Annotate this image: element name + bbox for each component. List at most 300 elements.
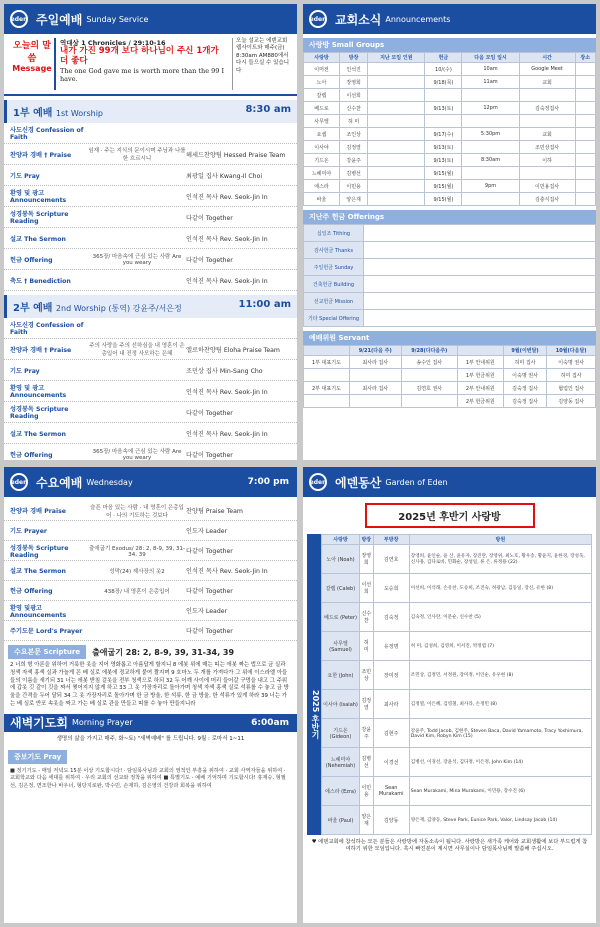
table-cell: 감사헌금 Thanks (304, 242, 364, 259)
order-row (4, 444, 297, 460)
table-cell (304, 369, 350, 382)
table-row (304, 225, 596, 242)
table-row (304, 63, 596, 76)
table-cell (519, 89, 575, 102)
table-row (322, 661, 592, 690)
order-row (4, 402, 297, 423)
table-row (322, 603, 592, 632)
table-cell: 기드온 (Gideon) (322, 719, 360, 748)
table-cell: 주일헌금 Sunday (304, 259, 364, 276)
table-cell: 9pm (462, 180, 519, 193)
table-cell (575, 89, 596, 102)
order-leader: 다같이 Together (186, 548, 233, 555)
table-cell: 노아 (304, 76, 340, 89)
order-item: 기도 Pray (10, 172, 40, 180)
table-cell: 이하 (519, 154, 575, 167)
order-leader: 헤세드찬양팀 Hessed Praise Team (186, 151, 286, 159)
order-item: 환영 및 광고 Announcements (10, 190, 67, 204)
table-cell: 느헤미야 (304, 167, 340, 180)
table-cell: 유정명 (373, 632, 409, 661)
order-leader: 다같이 Together (186, 256, 233, 264)
scripture-bar: 수요본문 Scripture 출애굽기 28: 2, 8-9, 39, 31-34, 39 (4, 645, 297, 659)
offerings-table (303, 224, 596, 327)
table-cell: 김정열 (360, 690, 374, 719)
table-cell: 조인상 (340, 128, 368, 141)
table-cell (519, 167, 575, 180)
table-cell: 느헤미야 (Nehemiah) (322, 748, 360, 777)
table-cell: 김숙정, 인사란, 이문순, 신수찬 (5) (409, 603, 591, 632)
order-leader: 인도자 Leader (186, 608, 228, 615)
order-item: 주기도문 Lord's Prayer (10, 628, 83, 635)
garden-header: eden 에덴동산 Garden of Eden (303, 467, 596, 497)
col-header: 9월(이번달) (503, 346, 547, 356)
side-label: 2025 후반기 (307, 534, 321, 835)
servant-table (303, 345, 596, 408)
order-item: 사도신경 Confession of Faith (10, 127, 84, 141)
order-row (4, 318, 297, 339)
table-cell: 이선희 (360, 574, 374, 603)
order-row (4, 228, 297, 249)
table-cell: 최사라 집사 (349, 382, 401, 395)
table-cell: 인석진 (340, 63, 368, 76)
table-cell: 허미 집사 (503, 356, 547, 369)
table-cell: 협업인 집사 (547, 382, 596, 395)
order-item: 환영 및광고 Announcements (10, 604, 67, 619)
table-cell: 김현주 (373, 719, 409, 748)
table-row (304, 395, 596, 408)
table-cell: 최사라 집사 (349, 356, 401, 369)
order-item: 성경봉독 Scripture Reading (10, 211, 69, 225)
wednesday-order (4, 501, 297, 641)
table-cell: 1부 헌금위원 (457, 369, 503, 382)
table-cell: Sean Murakami (373, 777, 409, 806)
order-row (4, 123, 297, 144)
table-cell (368, 89, 425, 102)
garden-footer: ♥ 에덴교회에 참석하는 모든 분들은 사랑방에 자동소속이 됩니다. 사랑방은 새가족 케어와 교회생활에 보다 부드럽게 참여하기 위한 모임입니다. 혹시 빠진분이 계시면 사무실이나 담임목사님께 말씀해 주십시오. (311, 839, 588, 853)
col-header: 시간 (519, 53, 575, 63)
col-header: 다음 모임 일시 (462, 53, 519, 63)
table-row (322, 806, 592, 835)
table-cell: 허 미, 김성희, 김영희, 이서진, 박정엽 (7) (409, 632, 591, 661)
order-item: 축도 † Benediction (10, 277, 71, 285)
table-cell (575, 180, 596, 193)
order-item: 성경봉독 Scripture Reading (10, 544, 69, 559)
table-cell (462, 167, 519, 180)
table-row (304, 141, 596, 154)
table-cell (368, 115, 425, 128)
table-cell: 요한 (John) (322, 661, 360, 690)
table-cell: 이숙명 권사 (503, 369, 547, 382)
order-row (4, 561, 297, 581)
order-row (4, 581, 297, 601)
table-cell (368, 180, 425, 193)
table-cell: 송수인 집사 (401, 356, 457, 369)
table-cell: 양은재 (340, 193, 368, 206)
table-row (304, 167, 596, 180)
table-cell (364, 242, 596, 259)
col-header: 9/21(다음 주) (349, 346, 401, 356)
table-cell: 김충식집사 (519, 193, 575, 206)
table-cell (462, 193, 519, 206)
table-cell (575, 154, 596, 167)
table-cell (368, 102, 425, 115)
col-header: 지난 모임 인원 (368, 53, 425, 63)
table-cell: 기타 Special Offering (304, 310, 364, 327)
table-cell: 2부 대표기도 (304, 382, 350, 395)
church-logo-icon: eden (10, 10, 28, 28)
table-cell: 사무엘 (Samuel) (322, 632, 360, 661)
order-row (4, 381, 297, 402)
table-cell: 이숙명 권사 (547, 356, 596, 369)
table-cell: 이사야 (Isaiah) (322, 690, 360, 719)
table-cell: 에스라 (304, 180, 340, 193)
order-leader: 조민상 집사 Min-Sang Cho (186, 367, 263, 375)
table-cell (462, 141, 519, 154)
message-block (4, 34, 297, 96)
table-row (304, 76, 596, 89)
table-cell: 10am (462, 63, 519, 76)
order-item: 사도신경 Confession of Faith (10, 322, 84, 336)
table-cell (349, 395, 401, 408)
table-cell: 강윤주, Todd Jacob, 김현주, Steven Baca, David Yamamoto, Tracy Yoshimura, David Kim, Robyn Kim (15) (409, 719, 591, 748)
order-row (4, 601, 297, 621)
wednesday-header: eden 수요예배 Wednesday 7:00 pm (4, 467, 297, 497)
table-cell: 강윤주 (340, 154, 368, 167)
col-header: 방장 (360, 535, 374, 545)
table-cell (425, 115, 462, 128)
side-note: 오늘 설교는 에덴교회 웹사이트와 매주(금) 8:30am AM880에서 다시 들으실 수 있습니다 (236, 38, 290, 74)
church-logo-icon: eden (309, 473, 327, 491)
table-row (322, 690, 592, 719)
table-cell: 12pm (462, 102, 519, 115)
order-detail: 출애굽기 Exodus/ 28: 2, 8-9, 39, 31-34, 39 (89, 545, 185, 558)
col-header: 부방장 (373, 535, 409, 545)
table-cell: 베드로 (304, 102, 340, 115)
table-cell (575, 193, 596, 206)
table-row (322, 719, 592, 748)
table-row (322, 777, 592, 806)
order-row (4, 207, 297, 228)
order-leader: 엘로하찬양팀 Eloha Praise Team (186, 346, 280, 354)
order-leader: 인석진 목사 Rev. Seok-Jin In (186, 568, 268, 575)
order-leader: 다같이 Together (186, 588, 233, 595)
table-cell: 신수찬 (360, 603, 374, 632)
order-row (4, 144, 297, 165)
col-header: 장소 (575, 53, 596, 63)
servant-label: 예배위원 Servant (303, 331, 596, 345)
table-cell: 바울 (304, 193, 340, 206)
order-leader: 다같이 Together (186, 451, 233, 459)
table-cell (575, 128, 596, 141)
table-cell (364, 293, 596, 310)
table-cell: 김정열 (340, 141, 368, 154)
table-cell (575, 102, 596, 115)
col-header: 방원 (409, 535, 591, 545)
table-cell: 사무엘 (304, 115, 340, 128)
pray-text: ■ 정기기도 - 매일 저녁도 15분 이상 기도합시다! · 담임목사님과 교회의 영적인 부흥을 위하여 · 교회 사역자들을 위하여 · 교회학교와 다음 세대를 위하여 · 우리 교회의 선교와 정착을 위하여 ■ 특별기도 - 예배 기억하며 기도합시다! 휴재승, 형필선, 김은정, 면조한나 바우너, 형당지로완, 박수민, 손재하, 김은영의 건강과 회복을 위하여 (10, 767, 286, 789)
order-row (4, 165, 297, 186)
table-cell: 조민상집사 (519, 141, 575, 154)
table-cell: Sean Murakami, Mina Murakami, 이민용, 장수진 (6) (409, 777, 591, 806)
table-cell: 9/17(수) (425, 128, 462, 141)
order-item: 찬양과 경배 † Praise (10, 346, 72, 354)
table-cell (575, 141, 596, 154)
order-item: 헌금 Offering (10, 256, 53, 264)
table-row (322, 748, 592, 777)
col-header: 사랑방 (304, 53, 340, 63)
table-cell: 이민용 (360, 777, 374, 806)
small-groups-label: 사랑방 Small Groups (303, 38, 596, 52)
order-leader: 다같이 Together (186, 214, 233, 222)
order-leader: 인석진 목사 Rev. Seok-Jin In (186, 277, 268, 285)
table-cell: 조민상, 김정민, 서정원, 장미정, 이인순, 유우현 (8) (409, 661, 591, 690)
table-cell: 이민용 (340, 180, 368, 193)
table-cell: 김숙정 집사 (503, 395, 547, 408)
order-detail: 주의 사랑을 주의 선하심을 내 영혼이 은총입어 내 진정 사모하는 은혜 (89, 343, 185, 357)
table-cell (349, 369, 401, 382)
order-leader: 인석진 목사 Rev. Seok-Jin In (186, 388, 268, 396)
dawn-text: 생명의 삶을 가지고 매주, 화~토) "새벽예배" 를 드립니다. 9월 : 로마서 1~11 (56, 735, 245, 742)
table-cell (368, 63, 425, 76)
table-cell: 김병선, 이경선, 장윤석, 김다정, 이은정, John Kim (14) (409, 748, 591, 777)
table-row (304, 242, 596, 259)
order-item: 찬양과 경배 Praise (10, 508, 66, 515)
col-header: 9/28(다다음주) (401, 346, 457, 356)
table-cell (575, 63, 596, 76)
worship1-order (4, 123, 297, 291)
table-cell: 5:30pm (462, 128, 519, 141)
order-item: 기도 Pray (10, 367, 40, 375)
col-header (457, 346, 503, 356)
verse-ko: 내가 가진 99개 보다 하나님이 주신 1개가 더 좋다 (60, 46, 219, 66)
garden-panel (303, 467, 596, 923)
worship2-band: 2부 예배 2nd Worship (통역) 강윤주/서은정 11:00 am (4, 295, 297, 318)
order-row (4, 339, 297, 360)
table-cell: 노아 (Noah) (322, 545, 360, 574)
table-row (304, 89, 596, 102)
table-cell: 김숙정 (373, 603, 409, 632)
church-logo-icon: eden (10, 473, 28, 491)
table-cell (368, 167, 425, 180)
table-cell: 이머전 (304, 63, 340, 76)
table-row (304, 180, 596, 193)
panel-title: 주일예배 (36, 12, 83, 27)
table-cell: 장미정 (373, 661, 409, 690)
order-item: 헌금 Offering (10, 451, 53, 459)
table-cell: 양은재 (360, 806, 374, 835)
table-cell: 기드온 (304, 154, 340, 167)
order-item: 설교 The Sermon (10, 235, 66, 243)
order-row (4, 541, 297, 561)
col-header: 방장 (340, 53, 368, 63)
order-leader: 인도자 Leader (186, 528, 228, 535)
table-cell (304, 395, 350, 408)
table-row (322, 545, 592, 574)
table-cell: 에스라 (Ezra) (322, 777, 360, 806)
table-cell: 9/15(월) (425, 193, 462, 206)
table-cell (368, 128, 425, 141)
table-cell (364, 225, 596, 242)
order-row (4, 621, 297, 641)
table-cell: 김연호 (373, 545, 409, 574)
table-cell: 장영희 (340, 76, 368, 89)
table-cell: 9/15(월) (425, 167, 462, 180)
announcements-header: eden 교회소식 Announcements (303, 4, 596, 34)
table-cell: 김양동 (373, 806, 409, 835)
table-cell: 최사라 (373, 690, 409, 719)
order-leader: 인석진 목사 Rev. Seok-Jin In (186, 235, 268, 243)
order-row (4, 249, 297, 270)
col-header: 헌금 (425, 53, 462, 63)
table-row (304, 193, 596, 206)
col-header (304, 346, 350, 356)
table-row (304, 356, 596, 369)
table-cell (575, 167, 596, 180)
table-cell: 11am (462, 76, 519, 89)
table-cell: 허 미 (360, 632, 374, 661)
verse-ref: 역대상 1 Chronicles / 29:10-16 (60, 39, 166, 47)
order-row (4, 521, 297, 541)
table-cell: 갈렙 (Caleb) (322, 574, 360, 603)
table-cell: 9/15(월) (425, 180, 462, 193)
table-cell: 신수찬 (340, 102, 368, 115)
order-row (4, 423, 297, 444)
small-groups-table (303, 52, 596, 206)
order-row (4, 360, 297, 381)
announcements-panel (303, 4, 596, 460)
order-detail: 슬픈 마음 있는 사람 · 내 영혼이 은총입어 · 나의 기도하는 것보다 (90, 504, 184, 519)
order-item: 기도 Prayer (10, 528, 47, 535)
table-cell: 8:30am (462, 154, 519, 167)
table-cell: 이선희, 이석래, 손유찬, 도승희, 조진숙, 허광남, 김동일, 장신, 유한 (8) (409, 574, 591, 603)
table-cell (401, 395, 457, 408)
table-cell: 허 미 (340, 115, 368, 128)
message-label: 오늘의 말씀 Message (12, 41, 52, 73)
table-row (322, 574, 592, 603)
table-cell: 건축헌금 Building (304, 276, 364, 293)
garden-banner: 2025년 후반기 사랑방 (365, 503, 535, 528)
table-cell: 교회 (519, 76, 575, 89)
table-cell: 요셉 (304, 128, 340, 141)
order-leader: 다같이 Together (186, 409, 233, 417)
worship2-order (4, 318, 297, 460)
table-cell: 1부 대표기도 (304, 356, 350, 369)
table-cell: Google Meet (519, 63, 575, 76)
col-header: 10월(다음달) (547, 346, 596, 356)
sunday-service-panel (4, 4, 297, 460)
verse-en: The one God gave me is worth more than the 99 I have. (60, 66, 225, 83)
table-cell: 바울 (Paul) (322, 806, 360, 835)
table-cell: 이경선 (373, 748, 409, 777)
table-cell: 9/18(목) (425, 76, 462, 89)
table-cell: 양은재, 김양동, Steve Park, Eunice Park, Valor, Lindsay Jacob (14) (409, 806, 591, 835)
table-row (304, 259, 596, 276)
wednesday-panel (4, 467, 297, 923)
table-cell: 장영희 (360, 545, 374, 574)
table-cell (425, 89, 462, 102)
table-cell: 교회 (519, 128, 575, 141)
table-cell: 김연호 권사 (401, 382, 457, 395)
order-item: 성경봉독 Scripture Reading (10, 406, 69, 420)
order-item: 설교 The Sermon (10, 430, 66, 438)
order-detail: 365장/ 마음속에 근심 있는 사람 Are you weary (92, 449, 182, 460)
table-cell: 선교헌금 Mission (304, 293, 364, 310)
order-detail: 임재 · 주는 지식의 문이시며 주님과 나를 한 흐르시니 (88, 148, 186, 162)
order-detail: 438장/ 내 영혼이 은총입어 (104, 588, 170, 595)
order-item: 환영 및 광고 Announcements (10, 385, 67, 399)
order-leader: 인석진 목사 Rev. Seok-Jin In (186, 193, 268, 201)
table-cell: 2부 헌금위원 (457, 395, 503, 408)
order-detail: 성막(24) 제사장의 옷2 (109, 568, 165, 575)
scripture-text: 2 너희 형 아론을 위하여 거룩한 옷을 지어 영화롭고 아름답게 할지니 8 에봇 위에 매는 띠는 에봇 짜는 법으로 금 실과 청색 자색 홍색 실과 가늘게 꼰 베 실로 에봇에 정교하게 붙여 짤지며 9 호마노 두 개를 가져다가 그 위에 이스라엘 아들들의 이름을 새기되 31 너는 에봇 받침 겉옷을 전부 청색으로 하되 32 두 어깨 사이에 머리 들어갈 구멍을 내고 그 주위에 갑옷 깃 같이 깃을 짜서 찢어지지 않게 하고 33 그 옷 가장자리로 돌아가며 청색 자색 홍색 실로 석류를 수 놓고 금 방울을 간격을 두어 달되 34 그 옷 가장자리로 돌아가며 한 금 방울, 한 석류, 한 금 방울, 한 석류가 있게 하라 39 너는 가는 베 실로 반포 속옷을 짜고 가는 베 실로 관을 만들고 띠를 수 놓아 만들지니라 (10, 662, 289, 708)
order-item: 헌금 Offering (10, 588, 53, 595)
table-cell: 김숙정 집사 (503, 382, 547, 395)
table-row (304, 115, 596, 128)
offerings-label: 지난주 헌금 Offerings (303, 210, 596, 224)
panel-title-en: Sunday Service (86, 14, 149, 24)
message-verse (54, 38, 233, 90)
table-cell (462, 89, 519, 102)
table-cell: 1부 안내위원 (457, 356, 503, 369)
order-item: 찬양과 경배 † Praise (10, 151, 72, 159)
table-cell: 허미 집사 (547, 369, 596, 382)
dawn-header: 새벽기도회 Morning Prayer 6:00am (4, 714, 297, 732)
table-cell (575, 115, 596, 128)
table-cell (401, 369, 457, 382)
table-row (304, 369, 596, 382)
order-row (4, 186, 297, 207)
table-cell: 김정열, 이은혜, 김영철, 최사라, 손정민 (8) (409, 690, 591, 719)
sunday-header (4, 4, 297, 34)
order-leader: 다같이 Together (186, 628, 233, 635)
col-header: 사랑방 (322, 535, 360, 545)
table-cell: 김병선 (360, 748, 374, 777)
table-cell (364, 310, 596, 327)
table-row (304, 102, 596, 115)
table-cell: 9/13(토) (425, 102, 462, 115)
table-row (304, 310, 596, 327)
table-cell: 김숙정집사 (519, 102, 575, 115)
table-row (304, 154, 596, 167)
order-leader: 최광일 집사 Kwang-Il Choi (186, 172, 263, 180)
order-detail: 365장/ 마음속에 근심 있는 사람 Are you weary (92, 254, 182, 266)
table-cell (368, 193, 425, 206)
table-cell: 9/13(토) (425, 154, 462, 167)
table-cell (519, 115, 575, 128)
table-cell: 이사야 (304, 141, 340, 154)
table-cell (575, 76, 596, 89)
table-cell: 이민용집사 (519, 180, 575, 193)
table-row (304, 293, 596, 310)
table-cell (368, 76, 425, 89)
table-cell: 조민상 (360, 661, 374, 690)
table-cell (364, 259, 596, 276)
groups-table (321, 534, 592, 835)
table-cell: 10/(수) (425, 63, 462, 76)
table-row (322, 632, 592, 661)
table-cell: 9/13(토) (425, 141, 462, 154)
table-cell: 십일조 Tithing (304, 225, 364, 242)
order-leader: 찬양팀 Praise Team (186, 508, 243, 515)
table-cell: 갈렙 (304, 89, 340, 102)
church-logo-icon: eden (309, 10, 327, 28)
table-cell: 이선희 (340, 89, 368, 102)
table-cell: 도승희 (373, 574, 409, 603)
order-row (4, 501, 297, 521)
order-item: 설교 The Sermon (10, 568, 66, 575)
order-leader: 인석진 목사 Rev. Seok-Jin In (186, 430, 268, 438)
order-row (4, 270, 297, 291)
